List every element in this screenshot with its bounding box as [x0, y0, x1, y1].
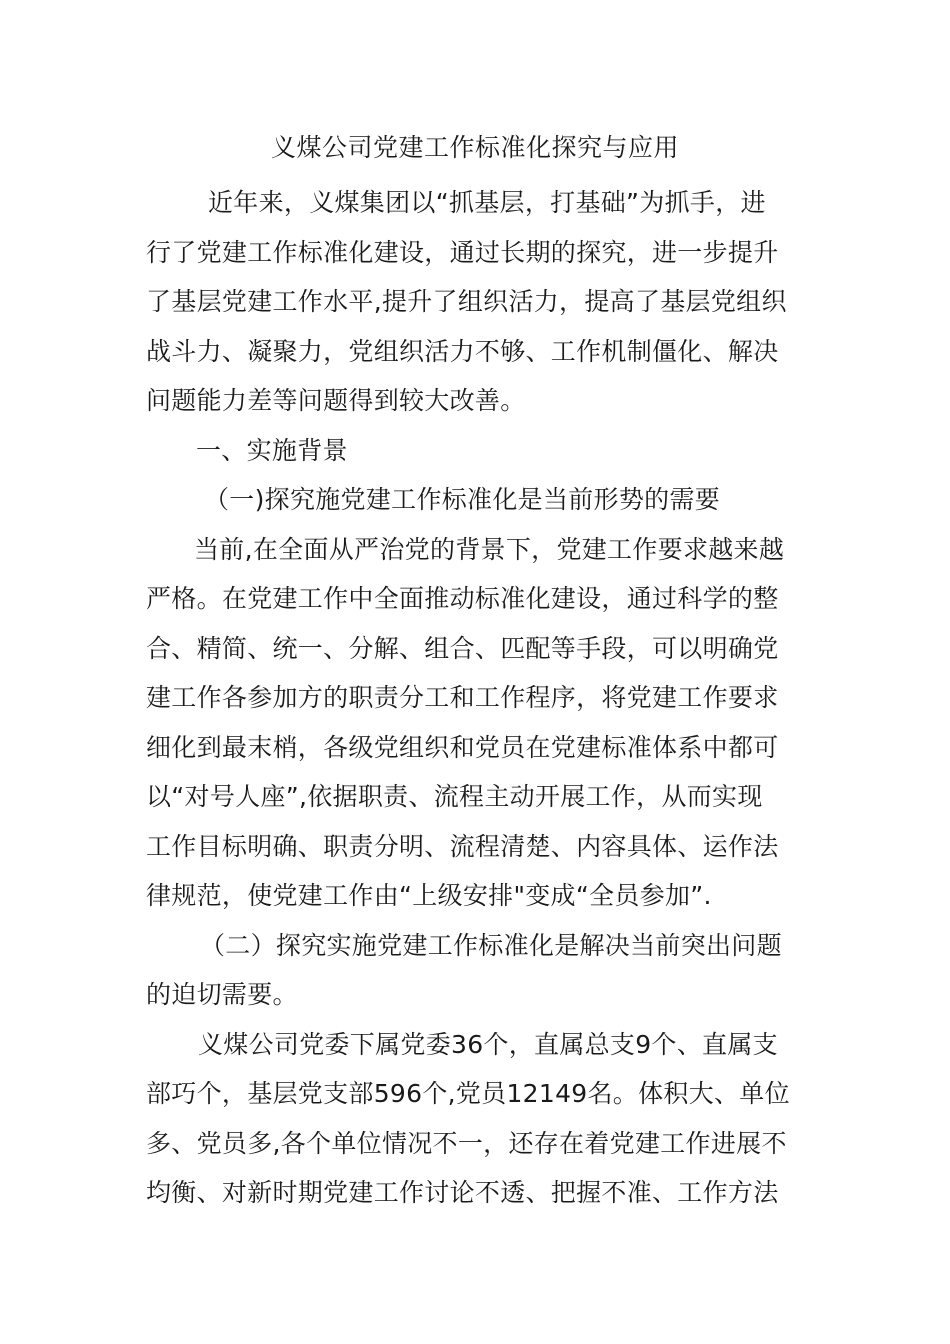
paragraph-line: 合、精简、统一、分解、组合、匹配等手段，可以明确党	[146, 633, 779, 663]
paragraph-line: 工作目标明确、职责分明、流程清楚、内容具体、运作法	[146, 831, 779, 861]
paragraph-line: 义煤公司党委下属党委36个，直属总支9个、直属支	[198, 1029, 778, 1059]
subsection-heading: （二）探究实施党建工作标准化是解决当前突出问题	[200, 930, 782, 960]
paragraph-line: 以“对号人座”,依据职责、流程主动开展工作，从而实现	[146, 782, 763, 811]
paragraph-line: 严格。在党建工作中全面推动标准化建设，通过科学的整	[146, 584, 779, 613]
paragraph-line: 多、党员多,各个单位情况不一，还存在着党建工作进展不	[146, 1128, 787, 1158]
paragraph-line: 部巧个，基层党支部596个,党员12149名。体积大、单位	[146, 1079, 790, 1108]
paragraph-line: 建工作各参加方的职责分工和工作程序，将党建工作要求	[146, 683, 779, 712]
document-title: 义煤公司党建工作标准化探究与应用	[270, 133, 679, 162]
paragraph-line: 了基层党建工作水平,提升了组织活力，提高了基层党组织	[146, 287, 787, 316]
subsection-heading-continued: 的迫切需要。	[146, 980, 298, 1009]
subsection-heading: （一)探究施党建工作标准化是当前形势的需要	[204, 485, 721, 514]
paragraph-line: 战斗力、凝聚力，党组织活力不够、工作机制僵化、解决	[146, 336, 779, 366]
paragraph-line: 当前,在全面从严治党的背景下，党建工作要求越来越	[194, 534, 785, 564]
paragraph-line: 均衡、对新时期党建工作讨论不透、把握不准、工作方法	[146, 1178, 779, 1207]
paragraph-line: 细化到最末梢，各级党组织和党员在党建标准体系中都可	[146, 732, 779, 762]
paragraph-line: 近年来，义煤集团以“抓基层，打基础”为抓手，进	[208, 188, 766, 217]
paragraph-line: 律规范，使党建工作由“上级安排"变成“全员参加”.	[146, 881, 712, 910]
document-body	[146, 178, 796, 1218]
section-heading: 一、实施背景	[196, 435, 348, 465]
paragraph-line: 问题能力差等问题得到较大改善。	[146, 386, 526, 415]
paragraph-line: 行了党建工作标准化建设，通过长期的探究，进一步提升	[146, 237, 779, 267]
